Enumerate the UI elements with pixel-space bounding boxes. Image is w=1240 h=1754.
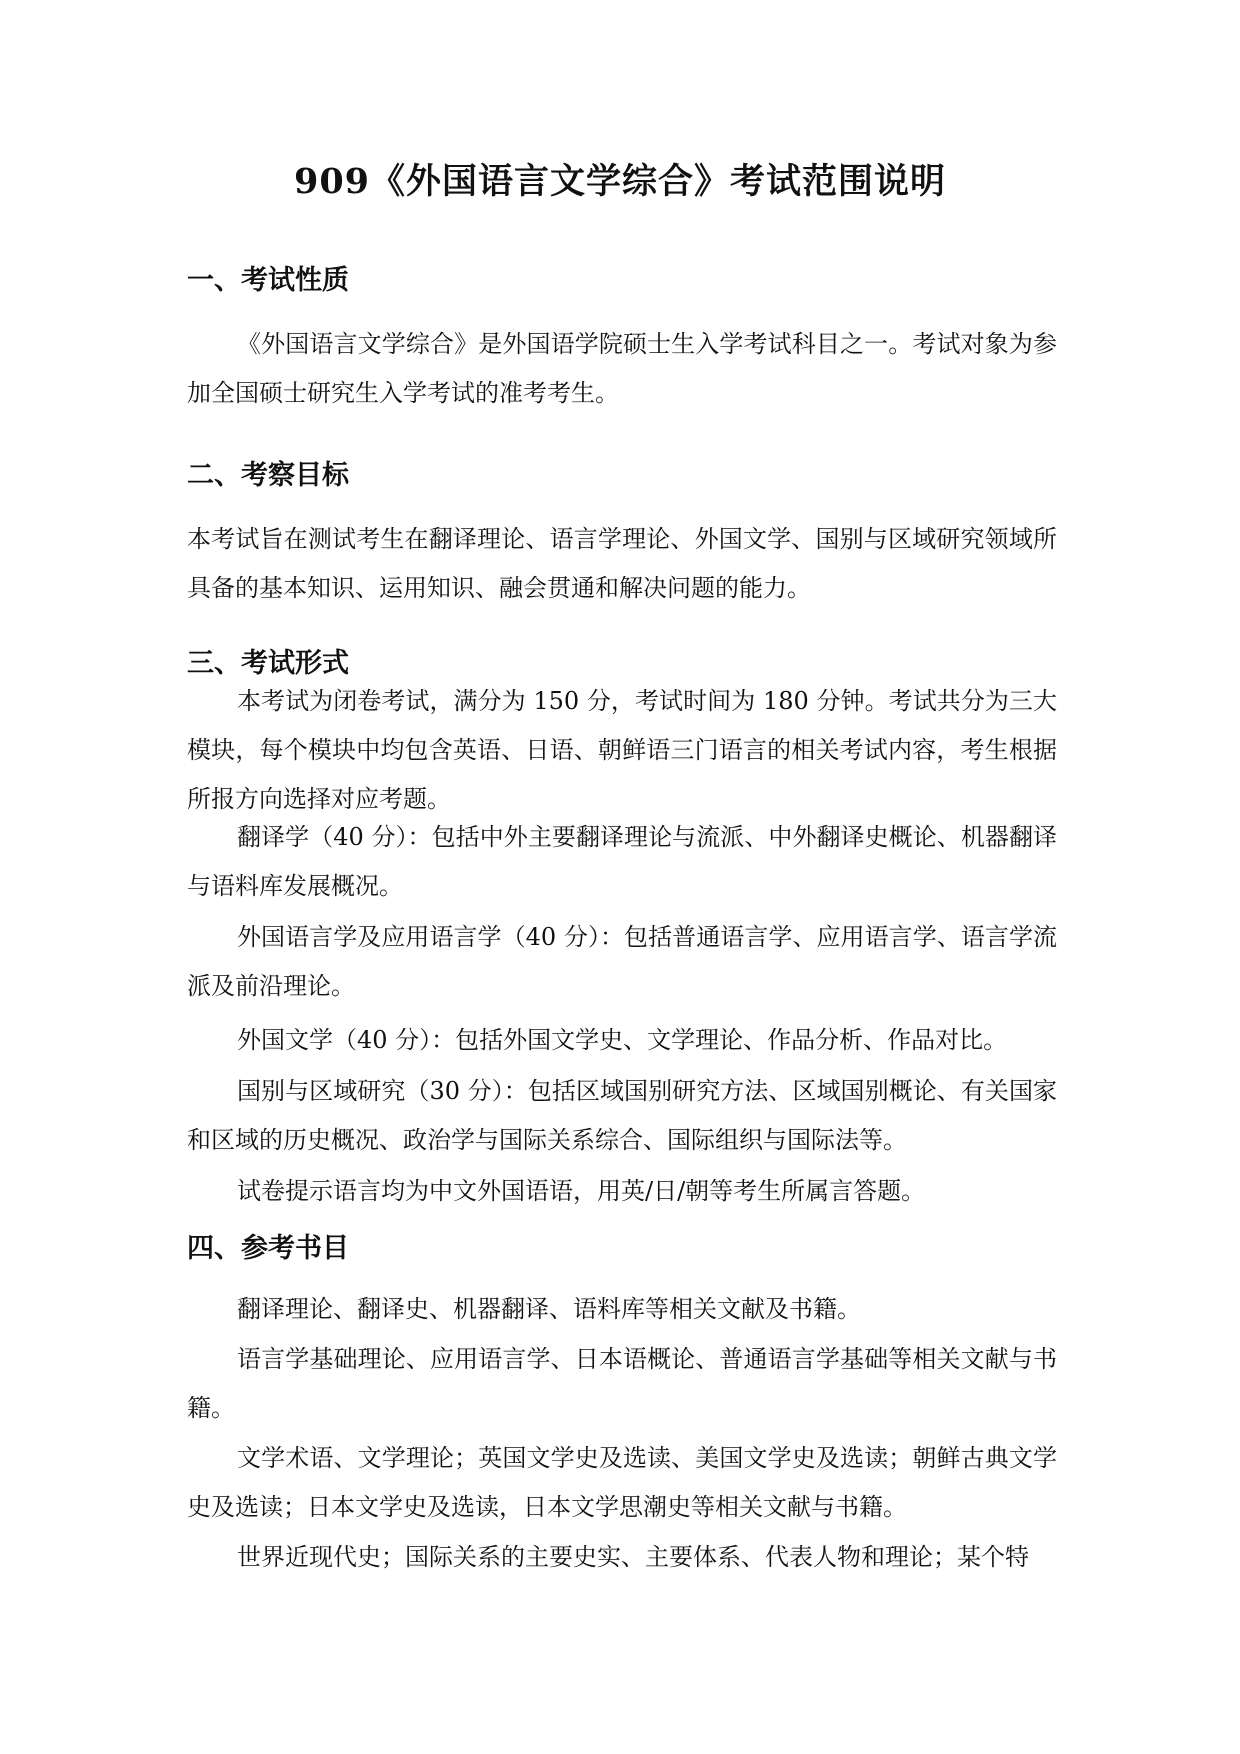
paragraph-exam-format-overview: 本考试为闭卷考试，满分为 150 分，考试时间为 180 分钟。考试共分为三大模块，每个模块中均包含英语、日语、朝鲜语三门语言的相关考试内容，考生根据所报方向选择对应考题。	[187, 687, 1057, 813]
section-heading-reference-books: 四、参考书目	[187, 1233, 349, 1264]
section-heading-exam-nature: 一、考试性质	[187, 265, 349, 296]
paragraph-area-studies-module: 国别与区域研究（30 分）：包括区域国别研究方法、区域国别概论、有关国家和区域的历史概况、政治学与国际关系综合、国际组织与国际法等。	[187, 1077, 1057, 1154]
paragraph-answer-language: 试卷提示语言均为中文外国语语，用英/日/朝等考生所属言答题。	[237, 1177, 926, 1205]
page-title: 909《外国语言文学综合》考试范围说明	[293, 161, 947, 202]
section-heading-exam-format: 三、考试形式	[187, 648, 349, 679]
section-heading-exam-objective: 二、考察目标	[187, 460, 349, 491]
paragraph-translation-module: 翻译学（40 分）：包括中外主要翻译理论与流派、中外翻译史概论、机器翻译与语料库发展概况。	[187, 823, 1057, 900]
paragraph-reference-linguistics: 语言学基础理论、应用语言学、日本语概论、普通语言学基础等相关文献与书籍。	[187, 1345, 1057, 1422]
paragraph-reference-area-studies: 世界近现代史；国际关系的主要史实、主要体系、代表人物和理论；某个特	[237, 1543, 1029, 1571]
paragraph-reference-translation: 翻译理论、翻译史、机器翻译、语料库等相关文献及书籍。	[237, 1295, 861, 1323]
paragraph-exam-objective: 本考试旨在测试考生在翻译理论、语言学理论、外国文学、国别与区域研究领域所具备的基本知识、运用知识、融会贯通和解决问题的能力。	[187, 525, 1057, 602]
paragraph-linguistics-module: 外国语言学及应用语言学（40 分）：包括普通语言学、应用语言学、语言学流派及前沿理论。	[187, 923, 1057, 1000]
paragraph-exam-nature: 《外国语言文学综合》是外国语学院硕士生入学考试科目之一。考试对象为参加全国硕士研究生入学考试的准考考生。	[187, 330, 1057, 407]
paragraph-literature-module: 外国文学（40 分）：包括外国文学史、文学理论、作品分析、作品对比。	[237, 1026, 1008, 1054]
paragraph-reference-literature: 文学术语、文学理论；英国文学史及选读、美国文学史及选读；朝鲜古典文学史及选读；日本文学史及选读，日本文学思潮史等相关文献与书籍。	[187, 1444, 1057, 1521]
